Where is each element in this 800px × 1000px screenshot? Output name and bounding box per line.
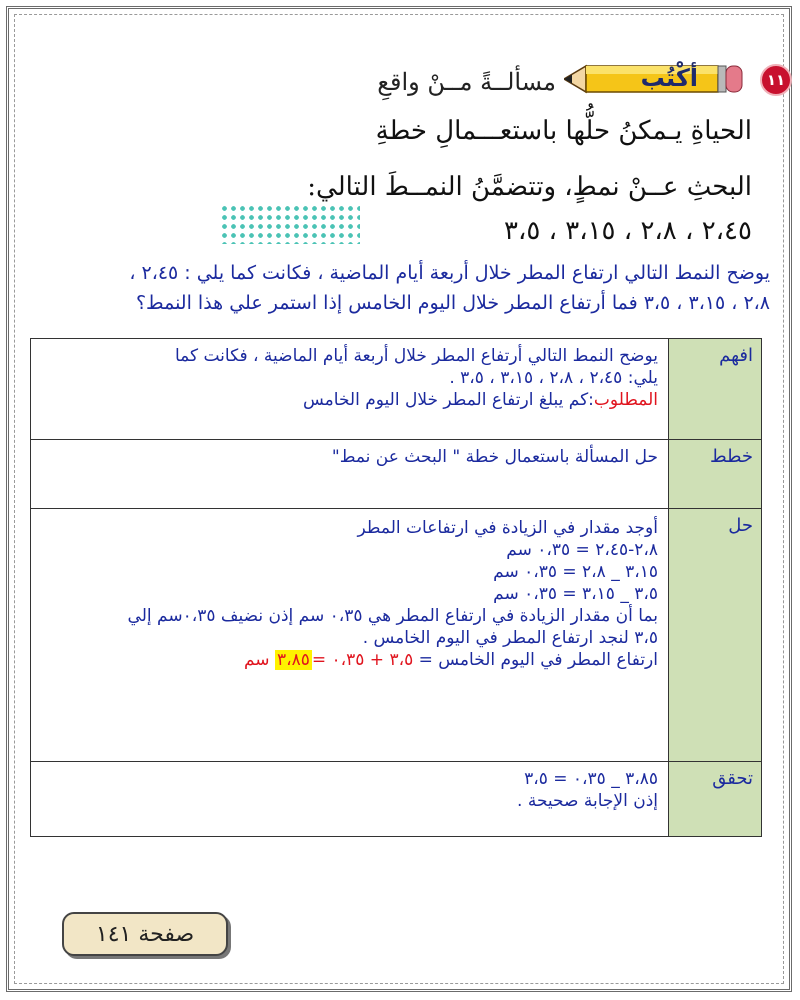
problem-line-2: الحياةِ يـمكنُ حلُّها باستعـــمالِ خطةِ — [375, 116, 752, 146]
understand-required — [37, 389, 658, 411]
problem-number-badge: ١١ — [760, 64, 792, 96]
step-label-understand: افهم — [669, 339, 762, 440]
pencil-label: أكْتُب — [640, 64, 698, 92]
solve-line-7 — [37, 649, 658, 671]
answer-equation: ٣،٥ + ٠،٣٥ = — [311, 650, 414, 670]
step-content-check — [31, 762, 669, 837]
step-label-plan: خطط — [669, 440, 762, 509]
plan-text: حل المسألة باستعمال خطة " البحث عن نمط" — [331, 447, 658, 467]
problem-statement — [34, 258, 770, 318]
understand-line-1: يوضح النمط التالي أرتفاع المطر خلال أربعة أيام الماضية ، فكانت كما — [174, 346, 658, 366]
solve-line-4: ٣،٥ _ ٣،١٥ = ٠،٣٥ سم — [493, 584, 658, 604]
answer-prefix: ارتفاع المطر في اليوم الخامس = — [413, 650, 658, 670]
solve-line-3: ٣،١٥ _ ٢،٨ = ٠،٣٥ سم — [493, 562, 658, 582]
problem-line-1: مسألــةً مــنْ واقعِ — [377, 68, 556, 96]
problem-block — [192, 58, 786, 258]
step-row-plan — [31, 440, 762, 509]
required-label: المطلوب — [593, 390, 658, 410]
solve-line-2: ٢،٨-٢،٤٥ = ٠،٣٥ سم — [506, 540, 658, 560]
problem-line-3: البحثِ عــنْ نمطٍ، وتتضمَّنُ النمــطَ التالي: — [307, 172, 752, 202]
step-row-understand — [31, 339, 762, 440]
decorative-dots — [220, 204, 360, 244]
page-number-badge — [62, 912, 228, 956]
step-content-understand — [31, 339, 669, 440]
check-line-1: ٣،٨٥ _ ٠،٣٥ = ٣،٥ — [524, 769, 658, 789]
step-label-check: تحقق — [669, 762, 762, 837]
solution-steps-table — [30, 338, 762, 837]
statement-line-2: ٢،٨ ، ٣،١٥ ، ٣،٥ فما أرتفاع المطر خلال اليوم الخامس إذا استمر علي هذا النمط؟ — [135, 292, 770, 314]
answer-unit: سم — [243, 650, 275, 670]
understand-line-2: يلي: ٢،٤٥ ، ٢،٨ ، ٣،١٥ ، ٣،٥ . — [449, 368, 658, 388]
statement-line-1: يوضح النمط التالي ارتفاع المطر خلال أربعة أيام الماضية ، فكانت كما يلي : ٢،٤٥ ، — [129, 262, 770, 284]
step-content-solve — [31, 509, 669, 762]
solve-line-6: ٣،٥ لنجد ارتفاع المطر في اليوم الخامس . — [362, 628, 658, 648]
step-row-check — [31, 762, 762, 837]
step-content-plan — [31, 440, 669, 509]
required-text: :كم يبلغ ارتفاع المطر خلال اليوم الخامس — [302, 390, 594, 410]
check-line-2: إذن الإجابة صحيحة . — [517, 791, 658, 811]
step-label-solve: حل — [669, 509, 762, 762]
page-number-label: صفحة ١٤١ — [95, 921, 195, 947]
problem-pattern-line: ٢،٤٥ ، ٢،٨ ، ٣،١٥ ، ٣،٥ — [503, 216, 752, 246]
solve-line-5: بما أن مقدار الزيادة في ارتفاع المطر هي ٠،٣٥ سم إذن نضيف ٠،٣٥سم إلي — [127, 606, 658, 626]
step-row-solve — [31, 509, 762, 762]
solve-line-1: أوجد مقدار في الزيادة في ارتفاعات المطر — [357, 518, 658, 538]
answer-highlight: ٣،٨٥ — [276, 650, 310, 670]
